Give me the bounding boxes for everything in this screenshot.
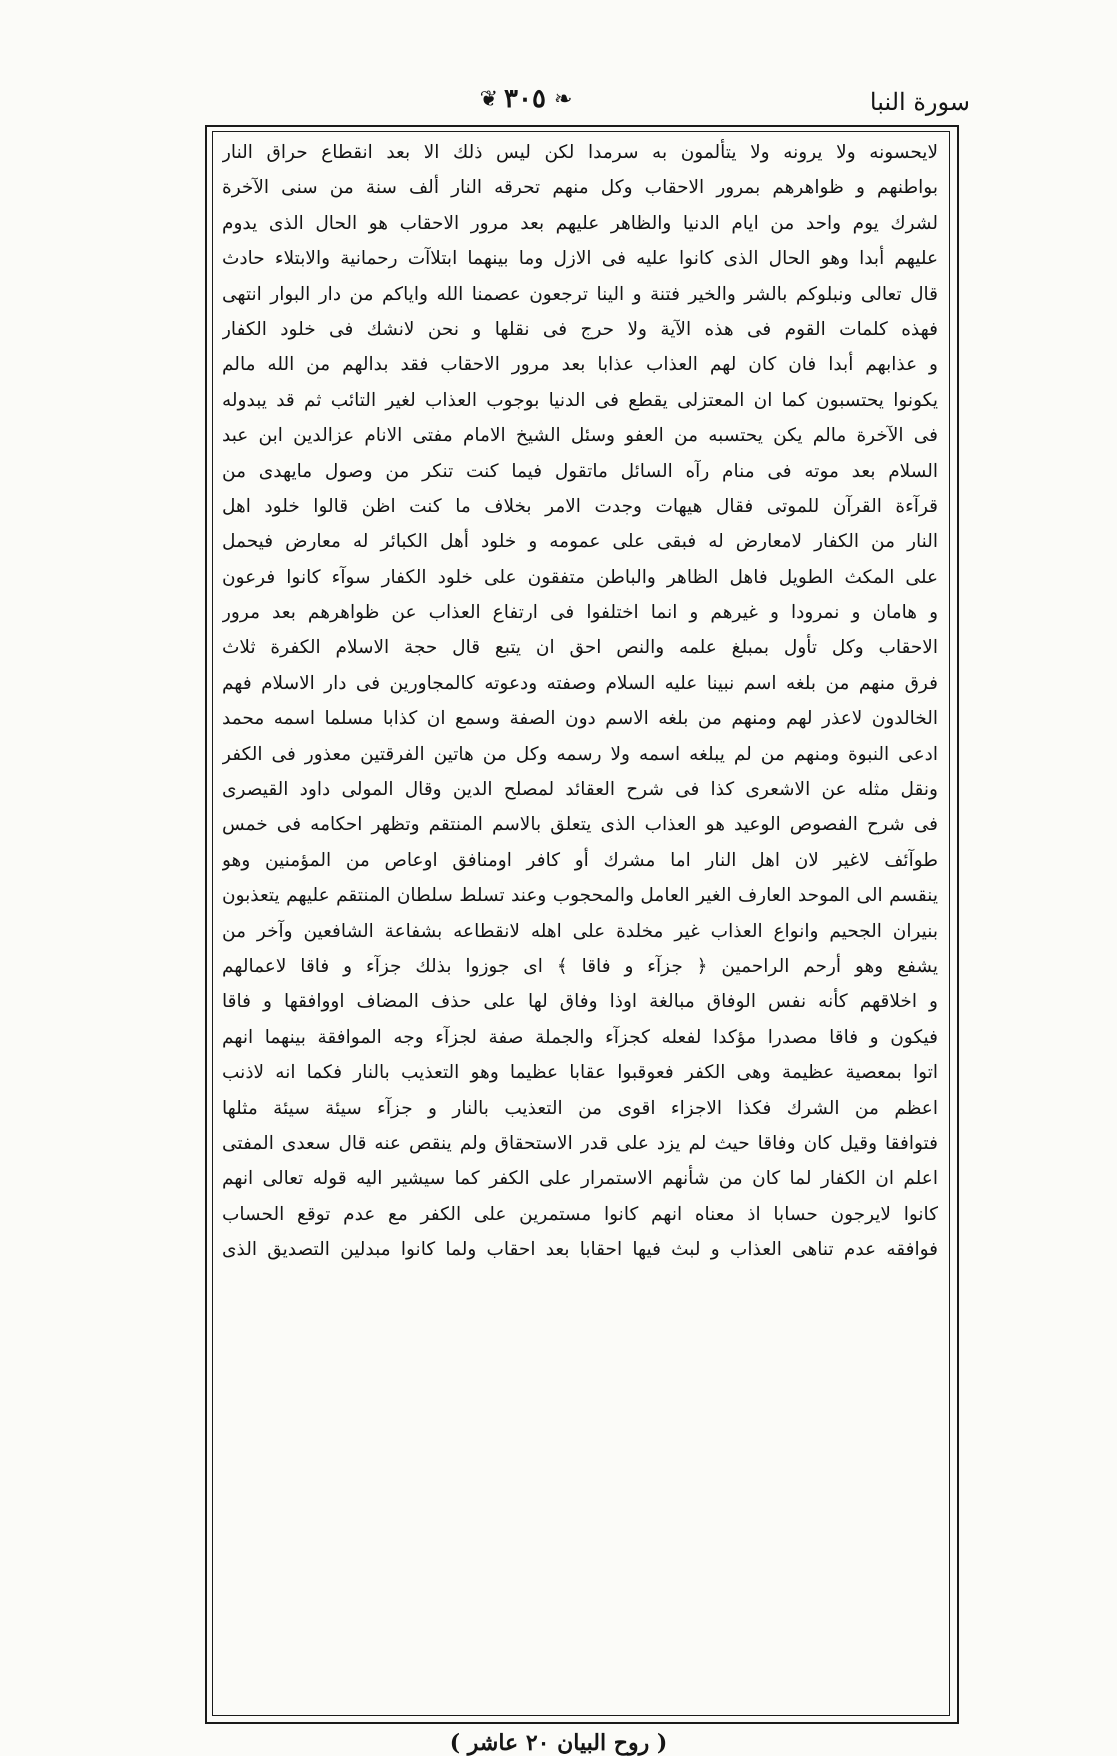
text-line: لايحسونه ولا يرونه ولا يتألمون به سرمدا لكن ليس ذلك الا بعد انقطاع حراق النار — [222, 142, 938, 163]
text-line: يكونوا يحتسبون كما ان المعتزلى يقطع فى الدنيا بوجوب العذاب لغير التائب ثم قد يبدوله — [222, 389, 938, 411]
text-line: فهذه كلمات القوم فى هذه الآية ولا حرج فى نقلها و نحن لانشك فى خلود الكفار — [222, 318, 938, 340]
text-line: و اخلاقهم كأنه نفس الوفاق مبالغة اوذا وفاق لها على حذف المضاف اووافقها و فاقا — [222, 991, 938, 1013]
text-line: السلام بعد موته فى منام رآه السائل ماتقول فيما كنت تنكر من وصول مايهدى من — [222, 460, 938, 482]
text-line: الخالدون لاعذر لهم ومنهم من بلغه الاسم دون الصفة وسمع ان كذابا مسلما اسمه محمد — [222, 708, 938, 730]
text-line: فتوافقا وقيل كان وفاقا حيث لم يزد على قدر الاستحقاق ولم ينقص عنه قال سعدى المفتى — [222, 1132, 938, 1154]
text-body — [222, 135, 938, 1268]
text-line: قرآءة القرآن للموتى فقال هيهات وجدت الامر بخلاف ما كنت اظن قالوا خلود اهل — [222, 495, 938, 517]
ornament-left-icon: ❦ — [479, 86, 497, 112]
text-line: على المكث الطويل فاهل الظاهر والباطن متفقون على خلود الكفار سوآء كانوا فرعون — [222, 566, 938, 588]
text-line: فوافقه عدم تناهى العذاب و لبث فيها احقابا بعد احقاب ولما كانوا مبدلين التصديق الذى — [222, 1239, 938, 1261]
text-line: فى الآخرة مالم يكن يحتسبه من العفو وسئل الشيخ الامام مفتى الانام عزالدين ابن عبد — [222, 425, 938, 447]
text-line: ادعى النبوة ومنهم من لم يبلغه اسمه ولا رسمه وكل من هاتين الفرقتين معذور فى الكفر — [222, 743, 938, 765]
text-line: و عذابهم أبدا فان كان لهم العذاب عذابا بعد مرور الاحقاب فقد بدالهم من الله مالم — [222, 354, 938, 376]
text-line: كانوا لايرجون حسابا اذ معناه انهم كانوا مستمرين على الكفر مع عدم توقع الحساب — [222, 1203, 938, 1225]
text-line: اعظم من الشرك فكذا الاجزاء اقوى من التعذيب بالنار و جزآء سيئة سيئة مثلها — [222, 1097, 938, 1119]
text-line: ونقل مثله عن الاشعرى كذا فى شرح العقائد لمصلح الدين وقال المولى داود القيصرى — [222, 779, 938, 801]
text-line: بواطنهم و ظواهرهم بمرور الاحقاب وكل منهم تحرقه النار ألف سنة من سنى الآخرة — [222, 177, 938, 199]
text-line: اعلم ان الكفار لما كان من شأنهم الاستمرار على الكفر كما سيشير اليه قوله تعالى انهم — [222, 1168, 938, 1190]
page-header — [80, 84, 970, 122]
text-line: قال تعالى ونبلوكم بالشر والخير فتنة و الينا ترجعون عصمنا الله واياكم من دار البوار انتهى — [222, 283, 938, 305]
page-number-block — [480, 84, 571, 114]
page-footer-signature: ( روح البيان ٢٠ عاشر ) — [449, 1730, 668, 1756]
surah-name: سورة النبا — [869, 88, 970, 116]
text-line: فيكون و فاقا مصدرا مؤكدا لفعله كجزآء والجملة صفة لجزآء وجه الموافقة بينهما انهم — [222, 1026, 938, 1048]
text-line: يشفع وهو أرحم الراحمين ﴿ جزآء و فاقا ﴾ اى جوزوا بذلك جزآء و فاقا لاعمالهم — [222, 955, 938, 977]
text-line: عليهم أبدا وهو الحال الذى كانوا عليه فى الازل وما بينهما ابتلاآت رحمانية والابتلاء حادث — [222, 248, 938, 270]
text-line: الاحقاب وكل تأول بمبلغ علمه والنص احق ان يتبع قال حجة الاسلام الكفرة ثلاث — [222, 637, 938, 659]
text-line: فى شرح الفصوص الوعيد هو العذاب الذى يتعلق بالاسم المنتقم وتظهر احكامه فى خمس — [222, 814, 938, 836]
text-line: النار من الكفار لامعارض له فبقى على عمومه و خلود أهل الكبائر له معارض فيحمل — [222, 531, 938, 553]
text-line: اتوا بمعصية عظيمة وهى الكفر فعوقبوا عقابا عظيما وهو التعذيب بالنار فكما انه لاذنب — [222, 1062, 938, 1084]
text-line: و هامان و نمرودا و غيرهم و انما اختلفوا فى ارتفاع العذاب عن ظواهرهم بعد مرور — [222, 602, 938, 624]
page-number: ٣٠٥ — [504, 84, 546, 114]
text-line: ينقسم الى الموحد العارف الغير العامل والمحجوب وعند تسلط سلطان المنتقم عليهم يتعذبون — [222, 885, 938, 907]
text-line: طوآئف لاغير لان اهل النار اما مشرك أو كافر اومنافق اوعاص من المؤمنين وهو — [222, 849, 938, 871]
ornament-right-icon: ❧ — [553, 86, 571, 112]
text-line: لشرك يوم واحد من ايام الدنيا والظاهر عليهم بعد مرور الاحقاب هو الحال الذى يدوم — [222, 212, 938, 234]
text-line: بنيران الجحيم وانواع العذاب غير مخلدة على اهله لانقطاعه بشفاعة الشافعين وآخر من — [222, 920, 938, 942]
text-line: فرق منهم من بلغه اسم نبينا عليه السلام وصفته ودعوته كالمجاورين فى دار الاسلام فهم — [222, 672, 938, 694]
